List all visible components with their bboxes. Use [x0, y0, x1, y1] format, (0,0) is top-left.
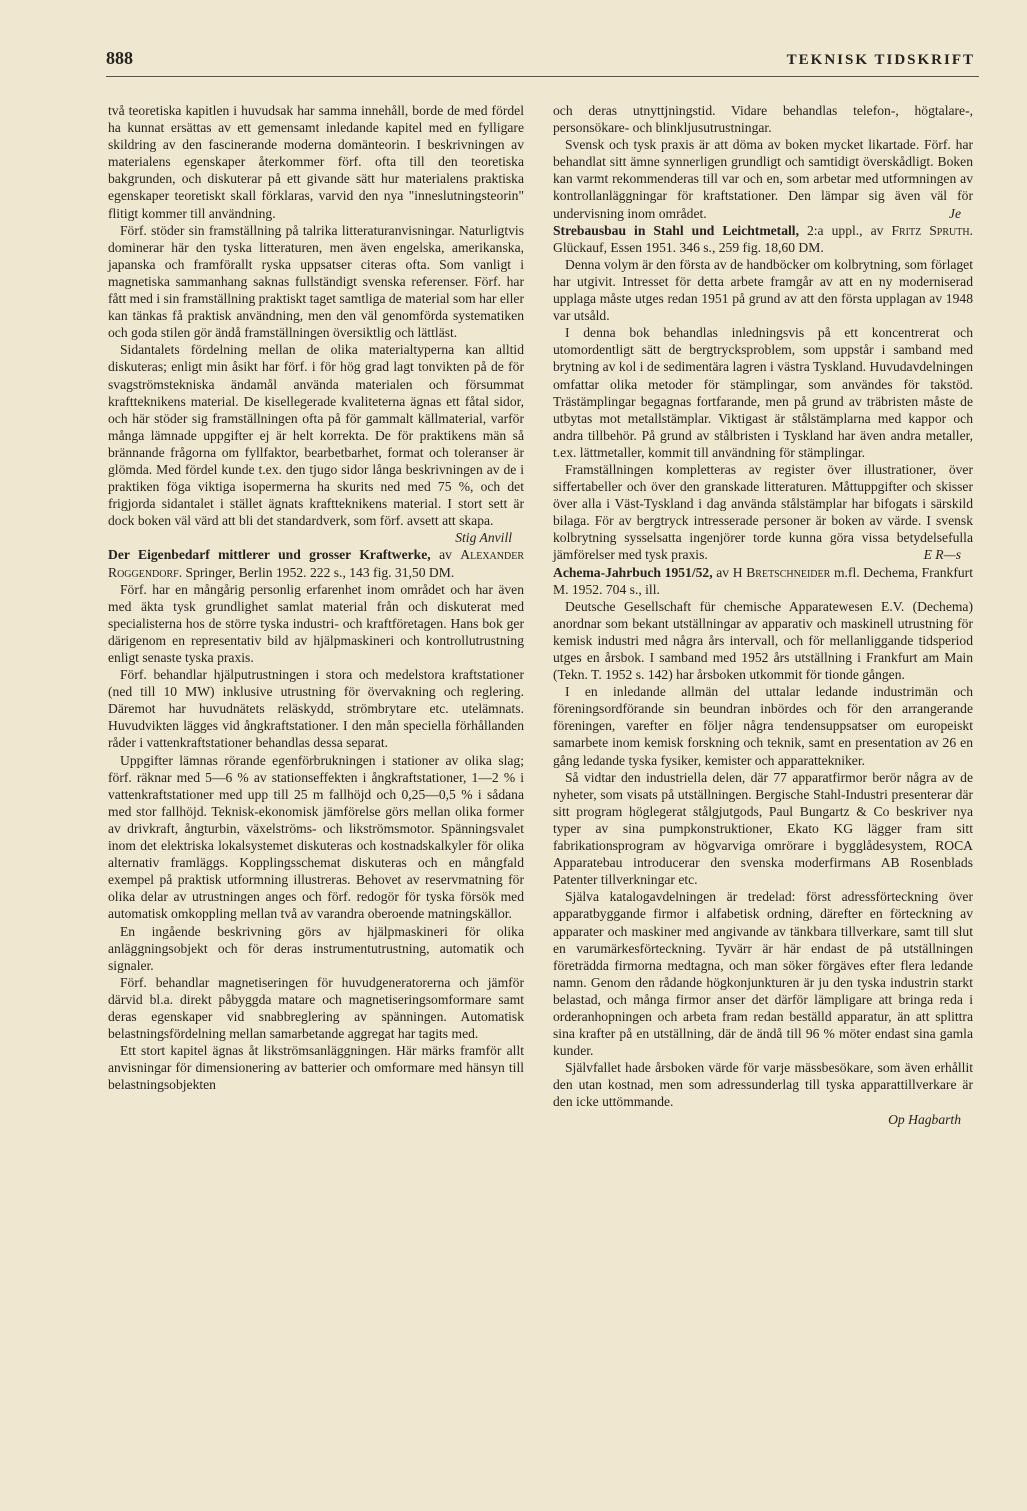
review2-author-prefix: av: [439, 547, 452, 563]
review4-author: Bretschneider: [746, 564, 831, 580]
review1-paragraph: två teoretiska kapitlen i huvudsak har samma innehåll, borde de med fördel ha kunnat ersättas av ett gemensamt inledande kapitel med en fylligare skildring av den fascinerande moderna domänteorin. I beskrivningen av materialens egenskaper återkommer förf. ofta till den teoretiska bakgrunden, och diskuterar på ett givande sätt hur materialens praktiska egenskaper teoretiskt skall förklaras, varvid den nya "inneslutningsteorin" flitigt kommer till användning.: [108, 103, 524, 221]
review3-signature: E R—s: [923, 547, 961, 563]
review2-paragraph-text: Svensk och tysk praxis är att döma av boken mycket likartade. Förf. har behandlat sitt ämne synnerligen grundligt och samtidigt överskådligt. Boken kan varmt rekommenderas till var och en, som arbetar med utformningen av kontrollanläggningar för kraftstationer. Den lämpar sig även väl för undervisning inom området.: [553, 137, 973, 221]
review4-paragraph: I en inledande allmän del uttalar ledande industrimän och föreningsordförande sin beundran inbördes och för den arrangerande föreningen, varefter en följer några tendensuppsatser om europeiskt samarbete inom kemisk forskning och teknik, samt en presentation av 26 en gång ledande tyska fysiker, kemister och apparattekniker.: [553, 684, 973, 768]
right-column: [553, 102, 973, 1128]
review1-signature: Stig Anvill: [455, 530, 512, 546]
review3-paragraph: [553, 461, 973, 564]
header-rule: [106, 76, 979, 77]
review2-paragraph: En ingående beskrivning görs av hjälpmaskineri för olika anläggningsobjekt och för deras instrumentutrustning, automatik och signaler.: [108, 923, 524, 973]
review4-paragraph: Deutsche Gesellschaft für chemische Apparatewesen E.V. (Dechema) anordnar som bekant utställningar av apparativ och maskinell utrustning för kemisk industri med några års intervall, och för mellanliggande tidsperiod utges en årsbok. I samband med 1952 års utställning i Frankfurt am Main (Tekn. T. 1952 s. 142) har årsboken utkommit för tionde gången.: [553, 598, 973, 683]
journal-title: TEKNISK TIDSKRIFT: [786, 52, 975, 68]
review2-title: Der Eigenbedarf mittlerer und grosser Kraftwerke,: [108, 547, 431, 563]
review2-publication: . Springer, Berlin 1952. 222 s., 143 fig. 31,50 DM.: [178, 564, 455, 580]
review2-paragraph: Förf. behandlar hjälputrustningen i stora och medelstora kraftstationer (ned till 10 MW) inklusive utrustning för övervakning och reglering. Däremot har huvudnätets reläskydd, strömbrytare etc. utelämnats. Huvudvikten lägges vid ångkraftstationer. I den mån speciella förhållanden råder i vattenkraftstationer behandlas dessa separat.: [108, 667, 524, 751]
review2-paragraph: Förf. har en mångårig personlig erfarenhet inom området och har även med äkta tysk grundlighet samlat material från och diskuterat med specialisterna hos de större tyska industri- och kraftföretagen. Hans bok ger därigenom en representativ bild av hjälpmaskineri och kontrollutrustning enligt senaste tyska praxis.: [108, 581, 524, 665]
review2-paragraph: och deras utnyttjningstid. Vidare behandlas telefon-, högtalare-, personsökare- och blinkljusutrustningar.: [553, 103, 973, 136]
left-column: [108, 102, 524, 1093]
review3-heading: [553, 222, 973, 256]
review3-paragraph: I denna bok behandlas inledningsvis på ett koncentrerat och utomordentligt sätt de bergtrycksproblem, som uppstår i samband med brytning av kol i de sedimentära lagren i västra Tyskland. Huvudavdelningen omfattar olika metoder för stämplingar, som användes för takstöd. Trästämplingar begagnas fortfarande, men på grund av träbristen måste de utbytas mot metallstämplar. Viktigast är stålstämplarna med kappor och andra tillbehör. På grund av stålbristen i Tyskland har även andra metaller, t.ex. lättmetaller, kommit till användning för stämplingar.: [553, 325, 973, 460]
review2-paragraph: Ett stort kapitel ägnas åt likströmsanläggningen. Här märks framför allt anvisningar för dimensionering av batterier och omformare med hänsyn till belastningsobjekten: [108, 1043, 524, 1093]
review4-signature: Op Hagbarth: [888, 1111, 961, 1127]
review4-publication: m.fl. Dechema, Frankfurt M. 1952. 704 s., ill.: [553, 564, 973, 597]
review2-heading: [108, 546, 524, 580]
review4-paragraph: Så vidtar den industriella delen, där 77 apparatfirmor berör några av de nyheter, som visats på utställningen. Bergische Stahl-Industri presenterar där sitt program höglegerat stålgjutgods, Paul Bungartz & Co beskriver nya typer av sina pumpkonstruktioner, Ekato KG lägger fram sitt fabrikationsprogram av högvarviga omrörare i bygglådesystem, ROCA Apparatebau introducerar den svenska moderfirmans AB Rosenblads Patenter tillverkningar etc.: [553, 769, 973, 888]
review1-paragraph: Sidantalets fördelning mellan de olika materialtyperna kan alltid diskuteras; enligt min åsikt har förf. i för hög grad lagt tonvikten på de för svagströmstekniska ändamål använda materialen och försummat kraftteknikens material. De kisellegerade kvaliteterna ägnas ett fåtal sidor, och här stöder sig framställningen ofta på för gammalt källmaterial, varför många lämnade uppgifter ej är helt korrekta. De för praktikens män så brännande frågorna om fyllfaktor, bearbetbarhet, format och toleranser är glömda. Med fördel kunde t.ex. den tjugo sidor långa beskrivningen av de i praktiken föga viktiga isopermerna ha skurits ned med 75 %, och det frigjorda sidantalet i stället ägnats kraftteknikens material. I stort sett är dock boken väl värd att bli det standardverk, som förf. avsett att skapa.: [108, 342, 524, 529]
review1-paragraph: Förf. stöder sin framställning på talrika litteraturanvisningar. Naturligtvis dominerar här den tyska litteraturen, men även engelska, amerikanska, japanska och framförallt ryska uppsatser citeras ofta. Som vanligt i magnetiska sammanhang saknas fullständigt svenska referenser. Förf. har fått med i sin framställning praktiskt taget samtliga de material som har eller kan tänkas få praktisk användning, men den väl genomförda systematiken och goda stilen gör ändå framställningen översiktlig och lättläst.: [108, 222, 524, 341]
review3-paragraph: Denna volym är den första av de handböcker om kolbrytning, som förlaget har utgivit. Intresset för detta arbete framgår av att en ny moderniserad upplaga måste utges redan 1951 på grund av att den första upplagan av 1948 var utsåld.: [553, 256, 973, 324]
review2-signature: Je: [948, 205, 961, 221]
review3-title: Strebausbau in Stahl und Leichtmetall,: [553, 222, 799, 238]
review4-heading: [553, 564, 973, 598]
review4-paragraph: Själva katalogavdelningen är tredelad: först adressförteckning över apparatbyggande firmor i alfabetisk ordning, därefter en förteckning av apparater och maskiner med angivande av tänkbara tillverkare, samt till slut en varumärkesförteckning. Tyvärr är här endast de på utställningen företrädda firmorna medtagna, och man söker förgäves efter flera ledande namn. Genom den rådande högkonjunkturen är ju den tyska industrin starkt belastad, och många firmor anser det därför lämpligare att bringa reda i orderanhopningen och arbeta fram redan beställd apparatur, än att splittra sina krafter på en utställning, där de ändå till 96 % möter endast sina gamla kunder.: [553, 889, 973, 1059]
review4-author-prefix: av H: [712, 564, 743, 580]
review4-paragraph: Självfallet hade årsboken värde för varje mässbesökare, som även erhållit den utan kostnad, men som adressunderlag till tyska apparattillverkare är den icke uttömmande.: [553, 1060, 973, 1110]
review2-paragraph: [553, 136, 973, 221]
review2-author: Alexander Roggendorf: [108, 547, 524, 580]
review3-publication: . Glückauf, Essen 1951. 346 s., 259 fig. 18,60 DM.: [553, 222, 973, 255]
review2-paragraph: Förf. behandlar magnetiseringen för huvudgeneratorerna och jämför därvid bl.a. direkt påbyggda matare och magnetiseringsomformare samt deras egenskaper vid snabbreglering av spänningen. Automatisk belastningsfördelning mellan samarbetande aggregat har tagits med.: [108, 974, 524, 1042]
review3-edition: 2:a uppl., av: [798, 222, 884, 238]
page-number: 888: [106, 48, 133, 68]
review3-paragraph-text: Framställningen kompletteras av register över illustrationer, över siffertabeller och över den granskade litteraturen. Måttuppgifter och skisser över alla i Väst-Tyskland i dag använda stålstämplar har bifogats i särskild bilaga. För av bergtryck intresserade personer är boken av värde. I svensk kolbrytning sysselsatta ingenjörer torde kunna göra vissa betydelsefulla jämförelser med tysk praxis.: [553, 461, 973, 563]
review2-paragraph: Uppgifter lämnas rörande egenförbrukningen i stationer av olika slag; förf. räknar med 5—6 % av stationseffekten i ångkraftstationer, 1—2 % i vattenkraftstationer med upp till 25 m fallhöjd och 0,25—0,5 % i sådana med stor fallhöjd. Teknisk-ekonomisk jämförelse görs mellan olika former av drivkraft, ångturbin, växelströms- och likströmsmotor. Spänningsvalet inom det elektriska lokalsystemet diskuteras och kostnadskalkyler för olika alternativ framläggs. Kopplingsschemat diskuteras och en mångfald exempel på praktisk utformning illustreras. Behovet av reservmatning för olika delar av utrustningen anges och förf. redogör för tyska försök med automatisk omkoppling mellan två av varandra oberoende matningskällor.: [108, 752, 524, 922]
review3-author: Fritz Spruth: [891, 222, 970, 238]
review4-title: Achema-Jahrbuch 1951/52,: [553, 564, 713, 580]
